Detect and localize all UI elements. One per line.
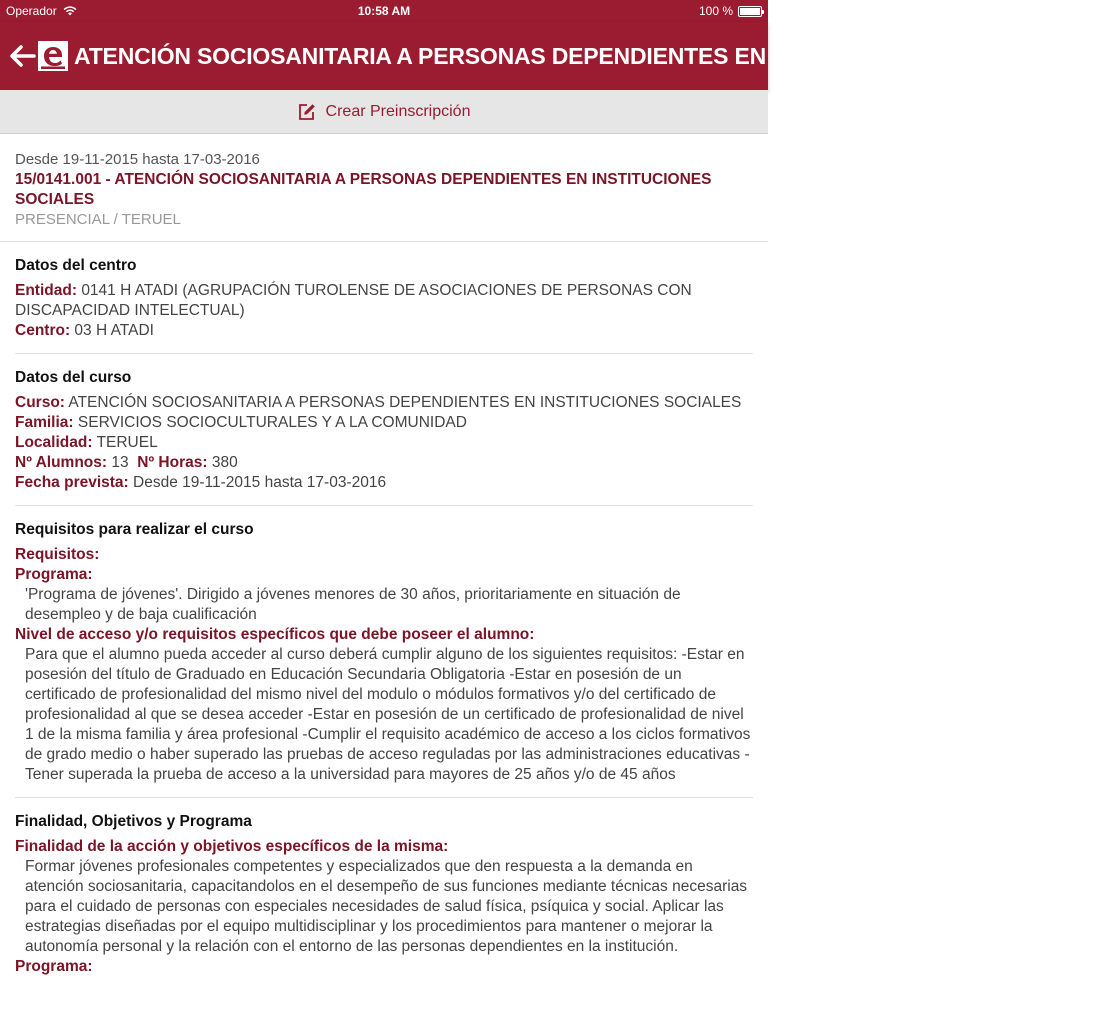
programa-value: 'Programa de jóvenes'. Dirigido a jóvenes menores de 30 años, prioritariamente en situación de desempleo y de baja cualificación bbox=[25, 586, 681, 623]
share-icon bbox=[1079, 43, 1103, 69]
battery-percent: 100 % bbox=[698, 4, 733, 18]
clock: 10:58 AM bbox=[357, 4, 411, 18]
horas-label: Nº Horas: bbox=[137, 454, 208, 471]
localidad-value: TERUEL bbox=[96, 434, 158, 451]
section-datos-centro bbox=[15, 242, 753, 354]
course-dates: Desde 19-11-2015 hasta 17-03-2016 bbox=[15, 151, 260, 168]
familia-label: Familia: bbox=[15, 414, 74, 431]
fecha-label: Fecha prevista: bbox=[15, 474, 129, 491]
section-title: Requisitos para realizar el curso bbox=[15, 521, 254, 538]
back-button[interactable] bbox=[10, 34, 36, 78]
curso-row bbox=[15, 393, 753, 413]
course-header bbox=[0, 134, 768, 242]
entidad-row bbox=[15, 281, 753, 321]
section-title: Finalidad, Objetivos y Programa bbox=[15, 813, 252, 830]
requisitos-label: Requisitos: bbox=[15, 546, 100, 563]
battery-info bbox=[699, 4, 762, 18]
battery-icon bbox=[738, 6, 762, 17]
course-modality: PRESENCIAL / TERUEL bbox=[15, 211, 181, 228]
horas-value: 380 bbox=[211, 454, 238, 471]
centro-label: Centro: bbox=[15, 322, 71, 339]
section-title: Datos del centro bbox=[15, 257, 137, 274]
centro-value: 03 H ATADI bbox=[74, 322, 154, 339]
course-details bbox=[15, 242, 753, 989]
programa-label: Programa: bbox=[15, 958, 93, 975]
alumnos-horas-row bbox=[15, 453, 753, 473]
finalidad-label: Finalidad de la acción y objetivos específicos de la misma: bbox=[15, 838, 449, 855]
alumnos-value: 13 bbox=[111, 454, 129, 471]
section-datos-curso bbox=[15, 354, 753, 506]
nivel-acceso-label: Nivel de acceso y/o requisitos específicos que debe poseer el alumno: bbox=[15, 626, 535, 643]
programa-label: Programa: bbox=[15, 566, 93, 583]
course-code-title: 15/0141.001 - ATENCIÓN SOCIOSANITARIA A PERSONAS DEPENDIENTES EN INSTITUCIONES SOCIALES bbox=[15, 171, 712, 208]
entidad-value: 0141 H ATADI (AGRUPACIÓN TUROLENSE DE ASOCIACIONES DE PERSONAS CON DISCAPACIDAD INTELECTUAL) bbox=[15, 282, 692, 319]
localidad-row bbox=[15, 433, 753, 453]
back-arrow-icon bbox=[10, 45, 36, 67]
curso-value: ATENCIÓN SOCIOSANITARIA A PERSONAS DEPENDIENTES EN INSTITUCIONES SOCIALES bbox=[68, 394, 742, 411]
carrier-label: Operador bbox=[6, 4, 57, 18]
section-finalidad bbox=[15, 798, 753, 989]
navigation-bar bbox=[0, 22, 1070, 90]
finalidad-value: Formar jóvenes profesionales competentes y especializados que den respuesta a la demanda en atención sociosanitaria, capacitandolos en el desempeño de sus funciones mediante técnicas necesarias para el cuidado de personas con especiales necesidades de salud física, psíquica y social. Aplicar las estrategias diseñadas por el equipo multidisciplinar y los procedimientos para mantener o mejorar la autonomía personal y la relación con el entorno de las personas dependientes en la institución. bbox=[25, 858, 748, 955]
app-logo bbox=[38, 41, 68, 71]
section-title: Datos del curso bbox=[15, 369, 132, 386]
section-requisitos bbox=[15, 506, 753, 798]
familia-row bbox=[15, 413, 753, 433]
logo-e-icon bbox=[38, 41, 68, 71]
crear-preinscripcion-button[interactable] bbox=[0, 90, 768, 134]
fecha-row bbox=[15, 473, 753, 493]
status-bar bbox=[0, 0, 768, 22]
familia-value: SERVICIOS SOCIOCULTURALES Y A LA COMUNIDAD bbox=[77, 414, 467, 431]
curso-label: Curso: bbox=[15, 394, 65, 411]
localidad-label: Localidad: bbox=[15, 434, 93, 451]
page-title: ATENCIÓN SOCIOSANITARIA A PERSONAS DEPENDIENTES EN INSTITUCIONES SOCIALES bbox=[74, 42, 1070, 69]
nivel-acceso-value: Para que el alumno pueda acceder al curso deberá cumplir alguno de los siguientes requisitos: -Estar en posesión del título de Graduado en Educación Secundaria Obligatoria -Estar en posesión de un certificado de profesionalidad del mismo nivel del modulo o módulos formativos y/o del certificado de profesionalidad al que se desea acceder -Estar en posesión de un certificado de profesionalidad de nivel 1 de la misma familia y área profesional -Cumplir el requisito académico de acceso a los ciclos formativos de grado medio o haber superado las pruebas de acceso reguladas por las administraciones educativas -Tener superada la prueba de acceso a la universidad para mayores de 25 años y/o de 45 años bbox=[25, 646, 751, 783]
alumnos-label: Nº Alumnos: bbox=[15, 454, 108, 471]
share-button[interactable] bbox=[1079, 34, 1103, 78]
fecha-value: Desde 19-11-2015 hasta 17-03-2016 bbox=[133, 474, 387, 491]
entidad-label: Entidad: bbox=[15, 282, 77, 299]
edit-icon bbox=[298, 103, 316, 121]
crear-preinscripcion-label: Crear Preinscripción bbox=[325, 102, 471, 120]
centro-row bbox=[15, 321, 753, 341]
